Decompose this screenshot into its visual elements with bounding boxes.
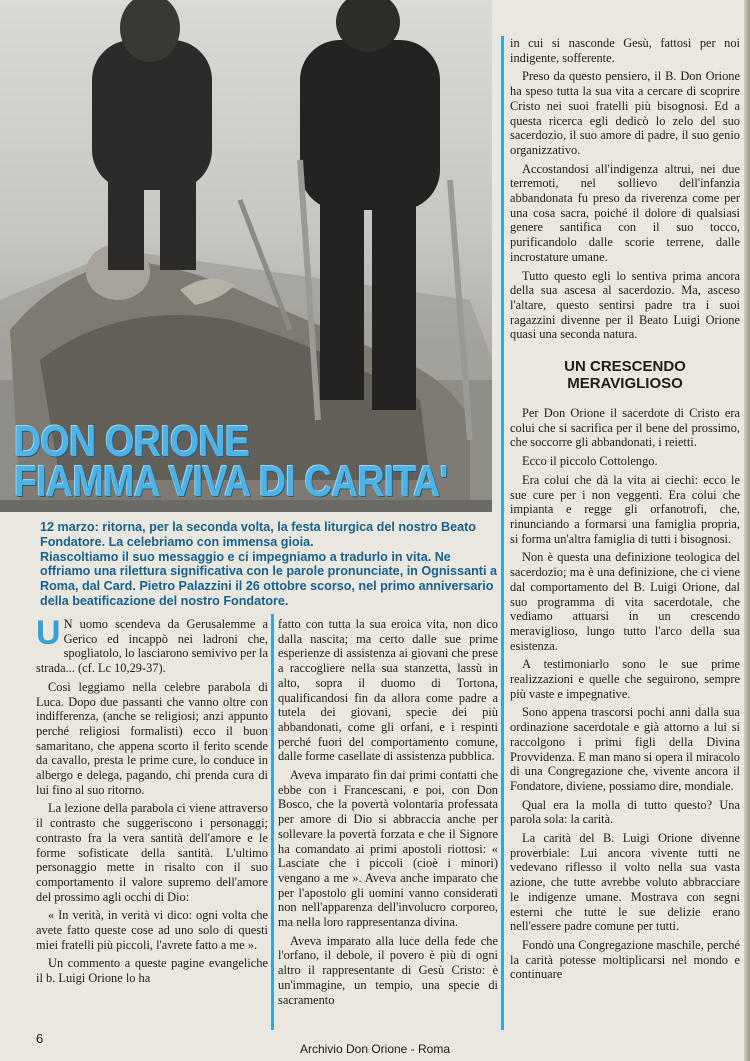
archive-footer: Archivio Don Orione - Roma (299, 1042, 451, 1056)
text-column-1 (36, 614, 268, 990)
headline-line-2: FIAMMA VIVA DI CARITA' (14, 457, 448, 506)
paragraph: Non è questa una definizione teologica del sacerdozio; ma è una definizione, che ci viene dal comportamento del B. Luigi Orione, dal suo programma di vita sacerdotale, che vediamo attuarsi in un crescendo meraviglioso, lungo tutto l'arco della sua esistenza. (510, 550, 740, 653)
intro-paragraph-1: 12 marzo: ritorna, per la seconda volta, la festa liturgica del nostro Beato Fondatore. La celebriamo con immensa gioia. (40, 520, 477, 549)
text-column-2 (278, 617, 498, 1011)
paragraph: Tutto questo egli lo sentiva prima ancora della sua ascesa al sacerdozio. Ma, asceso l'altare, questo sentirsi padre tra i suoi ragazzini divenne per il Beato Luigi Orione quasi una seconda natura. (510, 268, 740, 342)
drop-cap: U (36, 614, 61, 652)
paragraph: Preso da questo pensiero, il B. Don Orione ha speso tutta la sua vita a cercare di scoprire Cristo nei suoi fratelli più bisognosi. Ed a questa ricerca egli dedicò lo zelo del suo sacerdozio, il suo amore di padre, il suo genio organizzativo. (510, 69, 740, 157)
paragraph: Aveva imparato alla luce della fede che l'orfano, il debole, il povero è più di ogni altro il rappresentante di Gesù Cristo: è un'immagine, un tempio, una specie di sacramento (278, 933, 498, 1007)
column-divider (501, 36, 504, 1030)
paragraph: A testimoniarlo sono le sue prime realizzazioni e quelle che seguirono, sempre più vaste e impegnative. (510, 657, 740, 701)
paragraph: Un commento a queste pagine evangeliche il b. Luigi Orione lo ha (36, 956, 268, 986)
paragraph: Qual era la molla di tutto questo? Una parola sola: la carità. (510, 797, 740, 827)
column-divider (271, 614, 274, 1030)
paragraph: Sono appena trascorsi pochi anni dalla sua ordinazione sacerdotale e già attorno a lui si raccolgono i primi figli della Divina Provvidenza. E man mano si opera il miracolo di una Congregazione che, vivente ancora il Fondatore, diviene, possiamo dire, mondiale. (510, 705, 740, 793)
page-edge (744, 0, 750, 1061)
intro-block (40, 520, 500, 609)
section-title: UN CRESCENDO MERAVIGLIOSO (564, 358, 686, 393)
paragraph: La lezione della parabola ci viene attraverso il contrasto che suggeriscono i personaggi; contrasto fra la vera santità dell'amore e le forme sofisticate della santità. L'ultimo personaggio mette in risalto con il suo comportamento il valore supremo dell'amore del prossimo agli occhi di Dio: (36, 801, 268, 904)
page-number: 6 (36, 1031, 44, 1046)
opening-paragraph (36, 614, 268, 676)
paragraph: in cui si nasconde Gesù, fattosi per noi indigente, sofferente. (510, 36, 740, 65)
paragraph: Fondò una Congregazione maschile, perché la carità potesse moltiplicarsi nel mondo e continuare (510, 937, 740, 982)
intro-paragraph-2: Riascoltiamo il suo messaggio e ci impegniamo a tradurlo in vita. Ne offriamo una rilettura significativa con le parole pronunciate, in Ognissanti a Roma, dal Card. Pietro Palazzini il 26 ottobre scorso, nel primo anniversario della beatificazione del nostro Fondatore. (40, 549, 497, 608)
paragraph: La carità del B. Luigi Orione divenne proverbiale: Lui ancora vivente tutti ne vedevano riflesso il volto nella sua vasta azione, che tutte avrebbe voluto abbracciare le indigenze umane. Mostrava con segni esterni che tutte le sue delizie erano nell'essere padre comune per tutti. (510, 831, 740, 934)
paragraph: Accostandosi all'indigenza altrui, nei due terremoti, nel sollievo dell'infanzia abbandonata fu preso da riverenza come per una cosa sacra, poiché il dolore di qualsiasi genere santifica con il suo tocco, purificandolo dalle scorie terrene, dalle incrostature umane. (510, 161, 740, 264)
quotation: « In verità, in verità vi dico: ogni volta che avete fatto queste cose ad uno solo di questi miei fratelli più piccoli, l'avrete fatto a me ». (36, 908, 268, 952)
text-column-3 (510, 36, 740, 986)
paragraph: Aveva imparato fin dai primi contatti che ebbe con i Francescani, e poi, con Don Bosco, che la povertà volontaria professata per amore di Dio si abbraccia anche per sollevare la povertà forzata e che il Signore ha comandato ai primi apostoli riottosi: « Lasciate che i piccoli (cioè i minori) vengano a me ». Aveva anche imparato che per l'apostolo gli uomini vanno considerati non nell'apparenza dell'involucro corporeo, ma nella loro rappresentanza divina. (278, 768, 498, 930)
opening-text: N uomo scendeva da Gerusalemme a Gerico ed incappò nei ladroni che, spogliatolo, lo lasciarono semivivo per la strada... (cf. Lc 10,29-37). (36, 617, 268, 676)
paragraph: Ecco il piccolo Cottolengo. (522, 454, 658, 469)
paragraph: Per Don Orione il sacerdote di Cristo era colui che si sacrifica per il bene del prossimo, che soccorre gli abbandonati, i reietti. (510, 406, 740, 450)
paragraph: Era colui che dà la vita ai ciechi: ecco le sue cure per i non veggenti. Era colui che impianta e regge gli orfanotrofi, che, rinunciando a formarsi una famiglia propria, si forma un'altra famiglia di tutti i bisognosi. (510, 472, 740, 546)
paragraph: fatto con tutta la sua eroica vita, non dico dalla nascita; ma certo dalle sue prime esperienze di assistenza ai giovani che prese a raccogliere nella sua stanzetta, lassù in alto, sopra il duomo di Tortona, qualificandosi fin da allora come padre a tutela dei giovani, specie dei più abbandonati, come gli orfani, e i respinti perché fuori del comportamento comune, dalle forme casellate di assistenza pubblica. (278, 617, 498, 764)
headline-line-1: DON ORIONE (14, 417, 250, 466)
paragraph: Così leggiamo nella celebre parabola di Luca. Dopo due passanti che vanno oltre con indifferenza, (anche se religiosi; anzi appunto perché religiosi formalisti) ecco il buon samaritano, che appena scorto il ferito scende da cavallo, presta le prime cure, lo conduce in albergo e delega, pagando, chi prenda cura di lui fino al suo ritorno. (36, 679, 268, 797)
